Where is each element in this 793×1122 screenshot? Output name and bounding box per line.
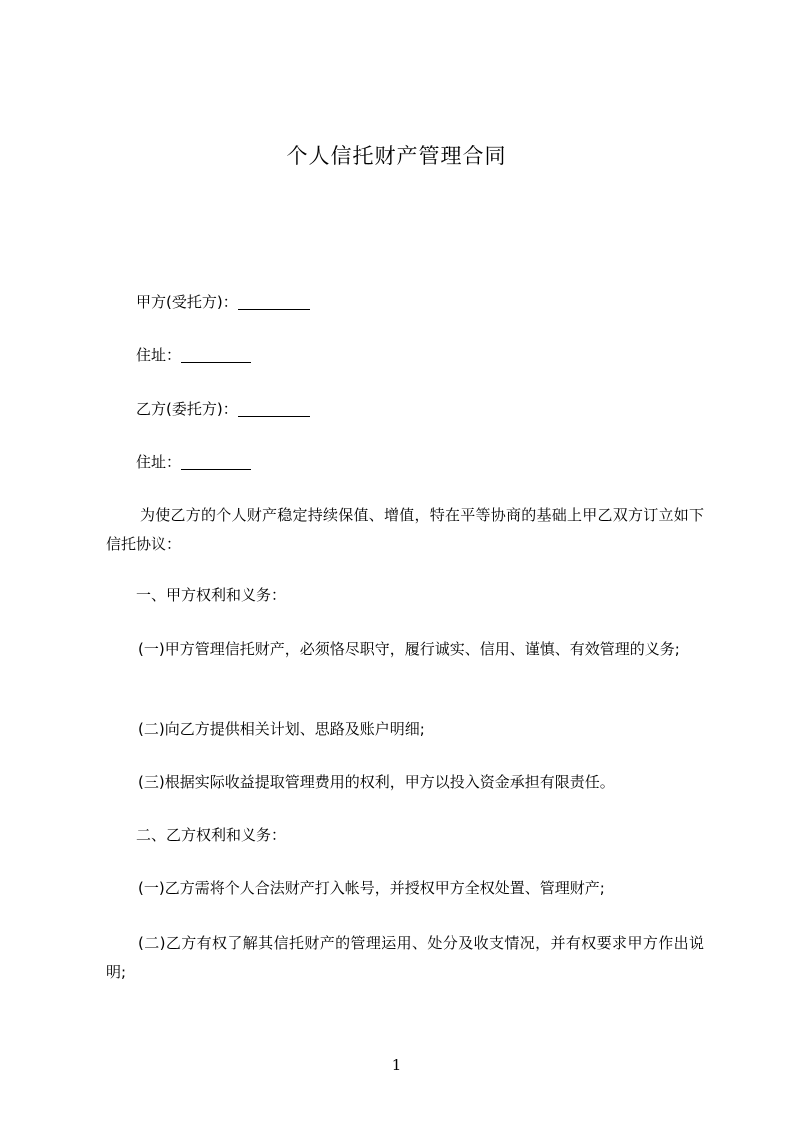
party-b-line	[136, 396, 310, 422]
document-title: 个人信托财产管理合同	[286, 144, 507, 168]
party-a-address-line	[136, 342, 251, 368]
section-1-item-2: (二)向乙方提供相关计划、思路及账户明细;	[138, 720, 425, 738]
party-a-line	[136, 289, 310, 315]
page-number: 1	[391, 1056, 402, 1074]
party-b-blank	[238, 400, 310, 417]
party-a-address-label: 住址：	[136, 346, 182, 364]
section-1-item-1: (一)甲方管理信托财产，必须恪尽职守，履行诚实、信用、谨慎、有效管理的义务;	[138, 640, 680, 658]
party-b-address-blank	[181, 453, 251, 470]
intro-paragraph: 为使乙方的个人财产稳定持续保值、增值，特在平等协商的基础上甲乙双方订立如下信托协议：	[106, 506, 704, 553]
section-2-item-2: (二)乙方有权了解其信托财产的管理运用、处分及收支情况，并有权要求甲方作出说明;	[106, 934, 704, 981]
section-2-item-1: (一)乙方需将个人合法财产打入帐号，并授权甲方全权处置、管理财产;	[138, 879, 605, 897]
section-1-item-3: (三)根据实际收益提取管理费用的权利，甲方以投入资金承担有限责任。	[138, 773, 615, 791]
section-1-heading: 一、甲方权利和义务：	[136, 586, 287, 604]
party-b-address-line	[136, 449, 251, 475]
section-2-heading: 二、乙方权利和义务：	[136, 826, 287, 844]
party-a-blank	[238, 293, 310, 310]
party-a-address-blank	[181, 346, 251, 363]
party-b-address-label: 住址：	[136, 453, 182, 471]
party-a-label: 甲方(受托方)：	[136, 293, 238, 311]
party-b-label: 乙方(委托方)：	[136, 400, 238, 418]
